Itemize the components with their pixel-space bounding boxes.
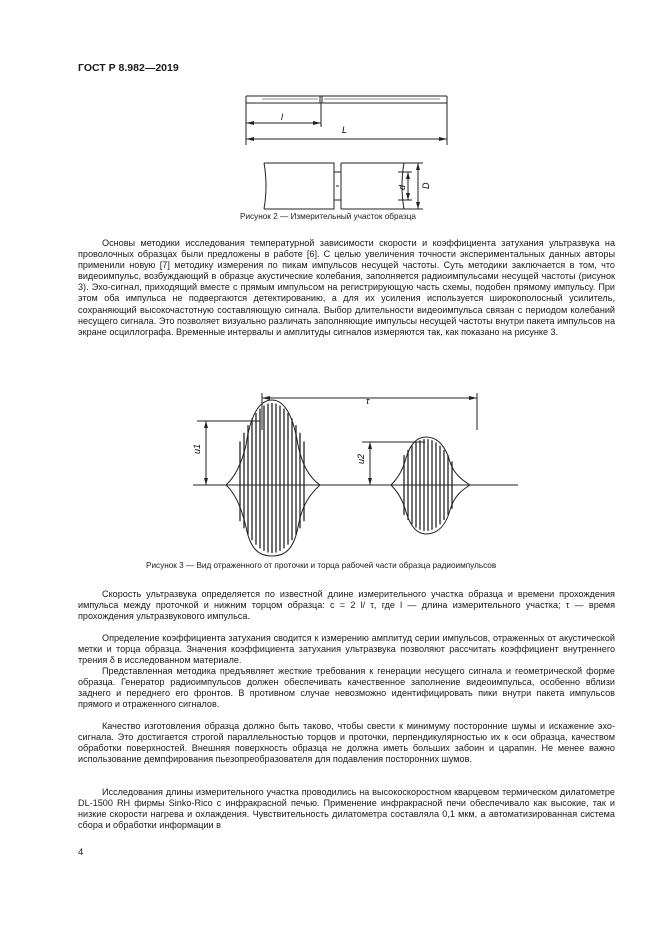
paragraph-ultrasound-speed: Скорость ультразвука определяется по известной длине измерительного участка образца и времени прохождения импульса между проточкой и нижним торцом образца: c = 2 l/ τ, где l — длина измерительного участка; τ — время прохождения ультразвукового импульса.: [78, 589, 615, 622]
tau-label: τ: [366, 396, 370, 406]
dimension-l-label: l: [281, 112, 283, 122]
figure-2-caption: Рисунок 2 — Измерительный участок образца: [240, 212, 416, 221]
paragraph-attenuation: Определение коэффициента затухания сводится к измерению амплитуд серии импульсов, отраженных от акустической метки и торца образца. Значения коэффициента затухания ультразвука позволяют рассчитать коэффициент внутреннего трения δ в исследованном материале.: [78, 633, 615, 666]
dimension-L-label: L: [342, 125, 348, 135]
dimension-d-label: d: [397, 184, 407, 190]
page-number: 4: [78, 847, 84, 858]
figure-3-caption: Рисунок 3 — Вид отраженного от проточки и торца рабочей части образца радиоимпульсов: [146, 561, 497, 570]
paragraph-method-basis: Основы методики исследования температурной зависимости скорости и коэффициента затухания ультразвука на проволочных образцах были предложены в работе [6]. С целью увеличения точности экспериментальных данных авторы применили новую [7] методику измерения по пикам импульсов несущей частоты. Суть методики заключается в том, что видеоимпульс, возбуждающий в образце акустические колебания, заполняется радиоимпульсами несущей частоты (рисунок 3). Эхо-сигнал, приходящий вместе с прямым импульсом на регистрирующую часть схемы, подобен прямому импульсу. При этом оба импульса не подвергаются детектированию, а для их усиления используется широкополосный усилитель, сохраняющий высокочастотную составляющую сигнала. Выбор длительности видеоимпульса связан с периодом колебаний несущего сигнала. Это позволяет визуально различать заполняющие импульсы несущей частоты внутри пакета импульсов на экране осциллографа. Временные интервалы и амплитуды сигналов измеряются так, как показано на рисунке 3.: [78, 238, 615, 337]
document-header: ГОСТ Р 8.982—2019: [78, 62, 179, 74]
paragraph-sample-quality: Качество изготовления образца должно быть таково, чтобы свести к минимуму посторонние шумы и искажение эхо-сигнала. Это достигается строгой параллельностью торцов и проточки, перпендикулярностью их к оси образца, качеством обработки поверхностей. Внешняя поверхность образца не должна иметь больших забоин и царапин. Не менее важно использование демпфирования пьезопреобразователя для подавления посторонних шумов.: [78, 721, 615, 765]
dimension-D-label: D: [421, 182, 431, 189]
u1-label: u1: [192, 443, 202, 454]
paragraph-dilatometer: Исследования длины измерительного участка проводились на высокоскоростном кварцевом термическом дилатометре DL-1500 RH фирмы Sinko-Rico с инфракрасной печью. Применение инфракрасной печи обеспечивало как высокие, так и низкие скорости нагрева и охлаждения. Чувствительность дилатометра составляла 0,1 мкм, а автоматизированная система сбора и обработки информации в: [78, 787, 615, 831]
paragraph-requirements: Представленная методика предъявляет жесткие требования к генерации несущего сигнала и геометрической форме образца. Генератор радиоимпульсов должен обеспечивать качественное заполнение видеоимпульса, особенно вблизи заднего и переднего его фронтов. В противном случае невозможно идентифицировать пики внутри пакета импульсов прямого и отраженного сигналов.: [78, 666, 615, 710]
u2-label: u2: [356, 453, 366, 464]
